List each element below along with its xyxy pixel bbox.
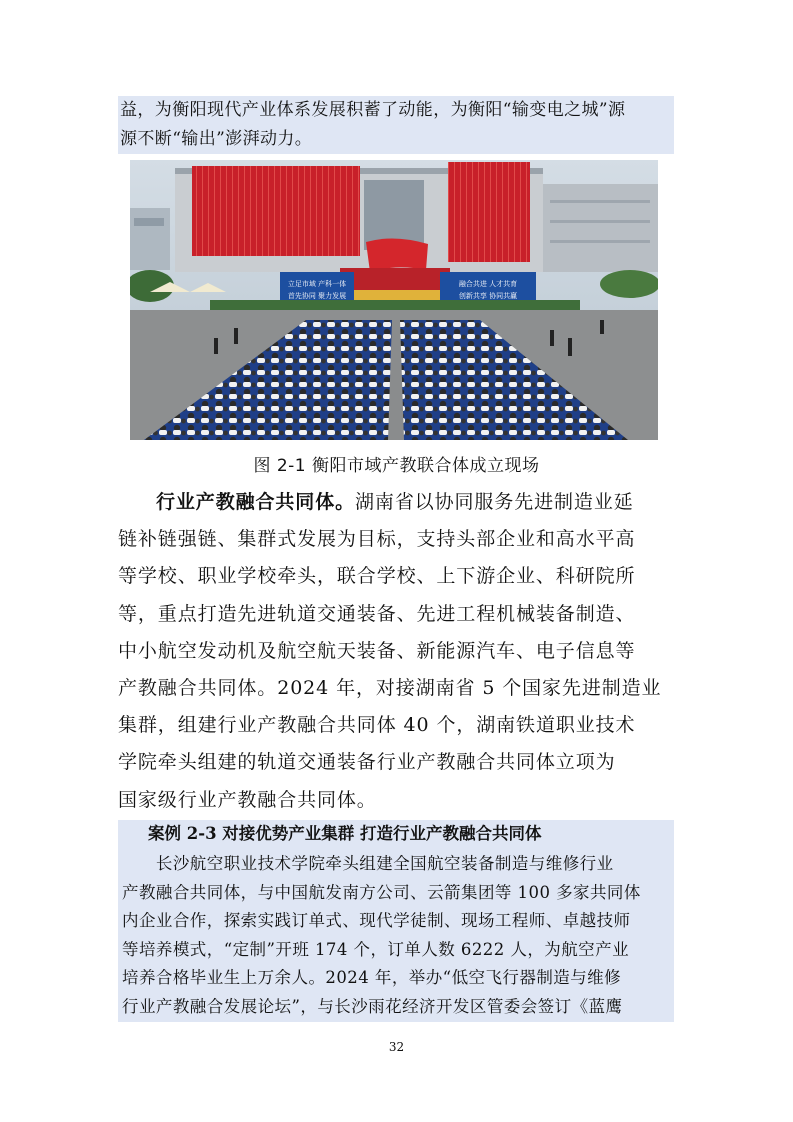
case-line: 行业产教融合发展论坛”，与长沙雨花经济开发区管委会签订《蓝鹰	[122, 996, 623, 1016]
top-paragraph-line: 源不断“输出”澎湃动力。	[120, 129, 313, 149]
board-right-line1: 融合共进 人才共育	[458, 280, 518, 288]
board-left-line1: 立足市域 产科一体	[287, 280, 347, 288]
ceremony-photo	[130, 160, 658, 440]
body-line: 湖南省以协同服务先进制造业延	[355, 491, 634, 513]
page-number: 32	[388, 1040, 405, 1054]
top-paragraph-line: 益，为衡阳现代产业体系发展积蓄了动能，为衡阳“输变电之城”源	[120, 100, 626, 120]
body-line: 等，重点打造先进轨道交通装备、先进工程机械装备制造、	[118, 602, 636, 625]
body-line: 产教融合共同体。2024 年，对接湖南省 5 个国家先进制造业	[118, 676, 662, 699]
case-line: 产教融合共同体，与中国航发南方公司、云箭集团等 100 多家共同体	[122, 882, 641, 902]
case-title: 案例 2-3 对接优势产业集群 打造行业产教融合共同体	[148, 824, 542, 843]
body-line: 中小航空发动机及航空航天装备、新能源汽车、电子信息等	[118, 639, 636, 662]
case-line: 长沙航空职业技术学院牵头组建全国航空装备制造与维修行业	[122, 854, 614, 873]
section-lead: 行业产教融合共同体。	[156, 491, 356, 513]
board-left-line2: 首先协同 聚力发展	[287, 292, 347, 300]
case-box	[118, 820, 674, 1022]
figure-caption: 图 2-1 衡阳市域产教联合体成立现场	[253, 456, 540, 476]
case-line: 内企业合作，探索实践订单式、现代学徒制、现场工程师、卓越技师	[122, 911, 631, 931]
body-paragraph	[118, 484, 676, 819]
case-line: 培养合格毕业生上万余人。2024 年，举办“低空飞行器制造与维修	[122, 968, 622, 988]
case-line: 等培养模式，“定制”开班 174 个，订单人数 6222 人，为航空产业	[122, 939, 630, 959]
body-line: 链补链强链、集群式发展为目标，支持头部企业和高水平高	[118, 528, 636, 551]
body-line: 国家级行业产教融合共同体。	[118, 788, 377, 811]
body-line: 集群，组建行业产教融合共同体 40 个，湖南铁道职业技术	[118, 714, 636, 737]
body-line: 学院牵头组建的轨道交通装备行业产教融合共同体立项为	[118, 751, 616, 774]
board-right-line2: 创新共享 协同共赢	[458, 292, 518, 300]
body-line-first	[118, 484, 676, 521]
body-line: 等学校、职业学校牵头，联合学校、上下游企业、科研院所	[118, 565, 636, 588]
top-paragraph-box	[118, 96, 674, 154]
